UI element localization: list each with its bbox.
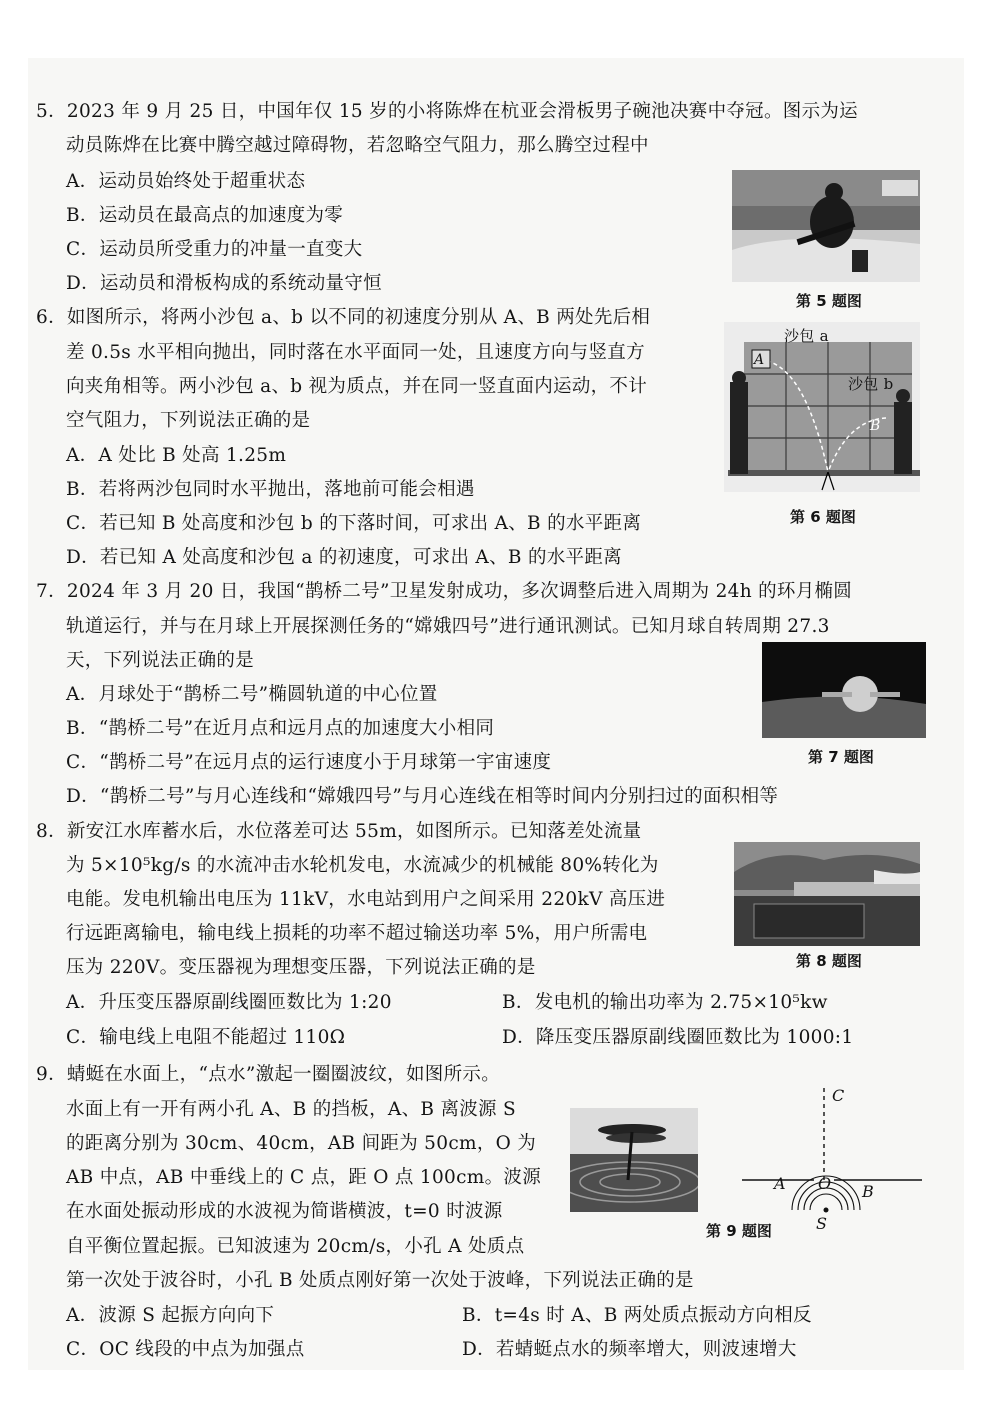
- q6-option-a: A．A 处比 B 处高 1.25m: [66, 445, 287, 466]
- q6-stem-line4: 空气阻力，下列说法正确的是: [66, 410, 311, 431]
- q7-option-d: D．“鹊桥二号”与月心连线和“嫦娥四号”与月心连线在相等时间内分别扫过的面积相等: [66, 786, 779, 807]
- q5-stem-line1: 5．2023 年 9 月 25 日，中国年仅 15 岁的小将陈烨在杭亚会滑板男子碗池决赛中夺冠。图示为运: [36, 101, 858, 122]
- q6-figure: [724, 322, 920, 492]
- q9-figure-diagram: [718, 1084, 926, 1232]
- q9-label-a: A: [774, 1174, 786, 1193]
- q8-option-d: D．降压变压器原副线圈匝数比为 1000:1: [502, 1027, 854, 1048]
- q7-option-b: B．“鹊桥二号”在近月点和远月点的加速度大小相同: [66, 718, 495, 739]
- q6-stem-line3: 向夹角相等。两小沙包 a、b 视为质点，并在同一竖直面内运动，不计: [66, 376, 648, 397]
- q9-option-d: D．若蜻蜓点水的频率增大，则波速增大: [462, 1339, 797, 1360]
- q8-stem-line2: 为 5×10⁵kg/s 的水流冲击水轮机发电，水流减少的机械能 80%转化为: [66, 855, 659, 876]
- q9-label-s: S: [816, 1214, 828, 1232]
- q5-option-d: D．运动员和滑板构成的系统动量守恒: [66, 273, 382, 294]
- q5-option-b: B．运动员在最高点的加速度为零: [66, 205, 344, 226]
- q6-stem-line1: 6．如图所示，将两小沙包 a、b 以不同的初速度分别从 A、B 两处先后相: [36, 307, 651, 328]
- q6-label-sandbag-b: 沙包 b: [848, 375, 894, 393]
- q9-stem-line7: 第一次处于波谷时，小孔 B 处质点刚好第一次处于波峰，下列说法正确的是: [66, 1270, 694, 1291]
- q9-stem-line1: 9．蜻蜓在水面上，“点水”激起一圈圈波纹，如图所示。: [36, 1064, 500, 1085]
- q9-stem-line3: 的距离分别为 30cm、40cm，AB 间距为 50cm，O 为: [66, 1133, 537, 1154]
- q5-figure-caption: 第 5 题图: [796, 292, 862, 310]
- q9-figure-caption: 第 9 题图: [706, 1222, 772, 1240]
- q9-figure-dragonfly: [570, 1108, 698, 1212]
- q7-figure-satellite: [762, 642, 926, 738]
- q8-stem-line5: 压为 220V。变压器视为理想变压器，下列说法正确的是: [66, 957, 536, 978]
- q8-option-b: B．发电机的输出功率为 2.75×10⁵kw: [502, 992, 828, 1013]
- q8-stem-line4: 行远距离输电，输电线上损耗的功率不超过输送功率 5%，用户所需电: [66, 923, 648, 944]
- q8-option-a: A．升压变压器原副线圈匝数比为 1:20: [66, 992, 392, 1013]
- q6-figure-caption: 第 6 题图: [790, 508, 856, 526]
- q9-label-o: O: [818, 1174, 832, 1193]
- q6-label-sandbag-a: 沙包 a: [784, 327, 829, 345]
- q9-stem-line2: 水面上有一开有两小孔 A、B 的挡板，A、B 离波源 S: [66, 1099, 517, 1120]
- q5-figure-photo: [732, 170, 920, 282]
- q8-stem-line1: 8．新安江水库蓄水后，水位落差可达 55m，如图所示。已知落差处流量: [36, 821, 642, 842]
- q7-figure-caption: 第 7 题图: [808, 748, 874, 766]
- q5-stem-line2: 动员陈烨在比赛中腾空越过障碍物，若忽略空气阻力，那么腾空过程中: [66, 135, 649, 156]
- q5-option-a: A．运动员始终处于超重状态: [66, 171, 306, 192]
- q7-stem-line1: 7．2024 年 3 月 20 日，我国“鹊桥二号”卫星发射成功，多次调整后进入周期为 24h 的环月椭圆: [36, 581, 853, 602]
- q8-figure-caption: 第 8 题图: [796, 952, 862, 970]
- q8-option-c: C．输电线上电阻不能超过 110Ω: [66, 1027, 346, 1048]
- q8-figure-dam: [734, 842, 920, 946]
- q8-stem-line3: 电能。发电机输出电压为 11kV，水电站到用户之间采用 220kV 高压进: [66, 889, 666, 910]
- q9-label-b: B: [862, 1182, 875, 1201]
- q6-option-d: D．若已知 A 处高度和沙包 a 的初速度，可求出 A、B 的水平距离: [66, 547, 622, 568]
- q6-label-point-b: B: [870, 418, 881, 434]
- q6-label-point-a: A: [754, 352, 765, 368]
- q9-stem-line6: 自平衡位置起振。已知波速为 20cm/s，小孔 A 处质点: [66, 1236, 525, 1257]
- q9-option-c: C．OC 线段的中点为加强点: [66, 1339, 305, 1360]
- q5-option-c: C．运动员所受重力的冲量一直变大: [66, 239, 363, 260]
- q9-stem-line5: 在水面处振动形成的水波视为简谐横波，t=0 时波源: [66, 1201, 503, 1222]
- q7-option-a: A．月球处于“鹊桥二号”椭圆轨道的中心位置: [66, 684, 438, 705]
- q6-option-b: B．若将两沙包同时水平抛出，落地前可能会相遇: [66, 479, 475, 500]
- q9-label-c: C: [832, 1086, 845, 1105]
- q9-option-a: A．波源 S 起振方向向下: [66, 1305, 275, 1326]
- q9-option-b: B．t=4s 时 A、B 两处质点振动方向相反: [462, 1305, 812, 1326]
- q7-option-c: C．“鹊桥二号”在远月点的运行速度小于月球第一宇宙速度: [66, 752, 552, 773]
- q6-option-c: C．若已知 B 处高度和沙包 b 的下落时间，可求出 A、B 的水平距离: [66, 513, 642, 534]
- q6-stem-line2: 差 0.5s 水平相向抛出，同时落在水平面同一处，且速度方向与竖直方: [66, 342, 645, 363]
- q7-stem-line3: 天，下列说法正确的是: [66, 650, 255, 671]
- q9-stem-line4: AB 中点，AB 中垂线上的 C 点，距 O 点 100cm。波源: [66, 1167, 542, 1188]
- q7-stem-line2: 轨道运行，并与在月球上开展探测任务的“嫦娥四号”进行通讯测试。已知月球自转周期 27.3: [66, 616, 830, 637]
